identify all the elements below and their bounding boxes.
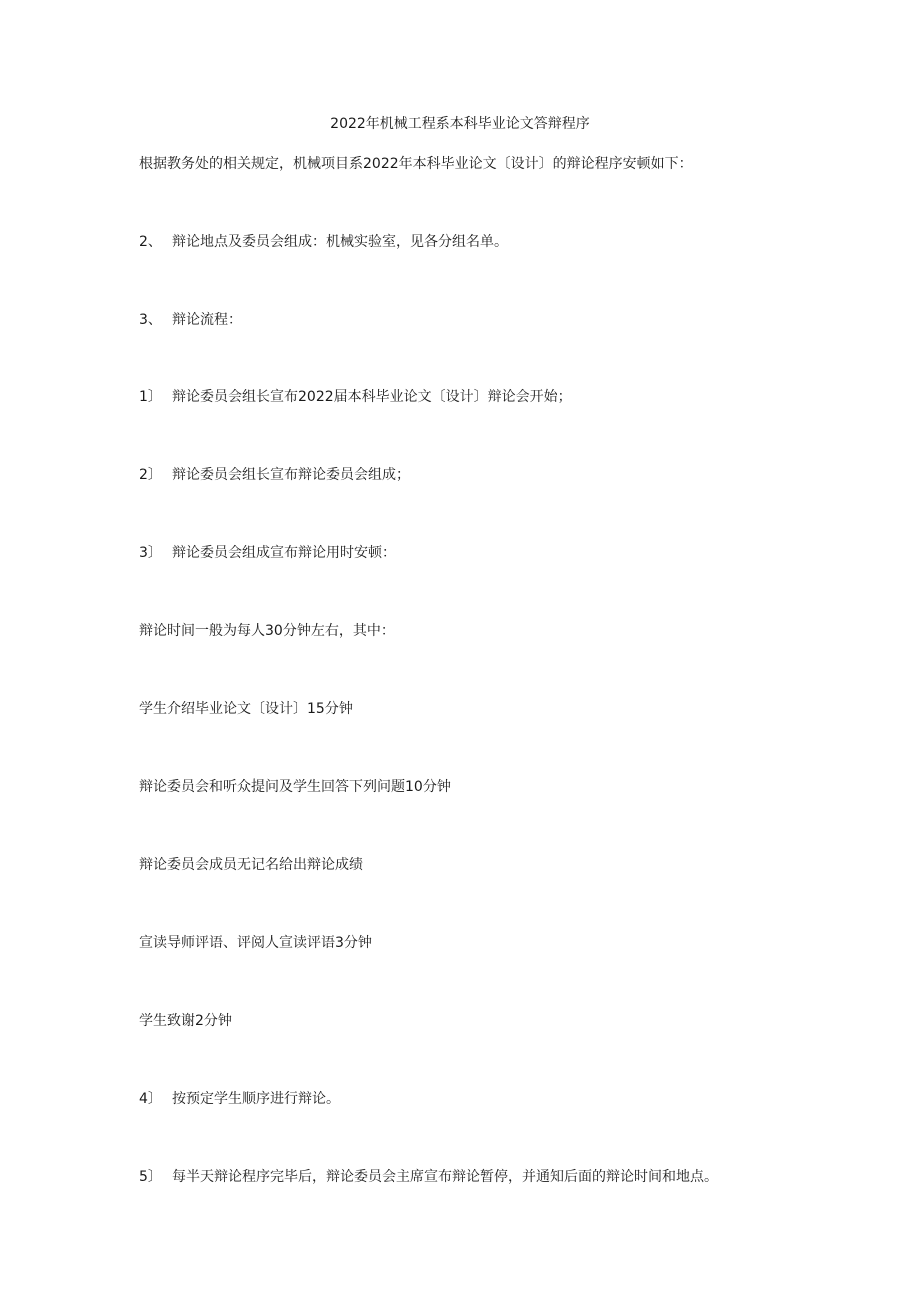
list-item <box>139 232 508 252</box>
schedule-line: 辩论时间一般为每人30分钟左右，其中： <box>139 623 395 639</box>
list-item <box>139 387 572 407</box>
item-text: 辩论委员会组长宣布辩论委员会组成； <box>172 467 410 483</box>
list-item <box>139 465 410 485</box>
item-number: 2、 <box>139 234 162 250</box>
list-item <box>139 543 396 563</box>
item-number: 1〕 <box>139 389 162 405</box>
schedule-line: 辩论委员会成员无记名给出辩论成绩 <box>139 857 363 873</box>
item-text: 辩论委员会组长宣布2022届本科毕业论文〔设计〕辩论会开始； <box>172 389 572 405</box>
schedule-line: 学生介绍毕业论文〔设计〕15分钟 <box>139 701 353 717</box>
item-number: 3、 <box>139 312 162 328</box>
item-text: 辩论委员会组成宣布辩论用时安顿： <box>172 545 396 561</box>
schedule-line: 学生致谢2分钟 <box>139 1013 232 1029</box>
item-number: 2〕 <box>139 467 162 483</box>
document-title: 2022年机械工程系本科毕业论文答辩程序 <box>330 116 590 132</box>
item-text: 每半天辩论程序完毕后，辩论委员会主席宣布辩论暂停，并通知后面的辩论时间和地点。 <box>172 1169 718 1185</box>
item-text: 辩论地点及委员会组成：机械实验室，见各分组名单。 <box>172 234 508 250</box>
list-item <box>139 1089 340 1109</box>
list-item <box>139 310 242 330</box>
schedule-line: 辩论委员会和听众提问及学生回答下列问题10分钟 <box>139 779 451 795</box>
schedule-line: 宣读导师评语、评阅人宣读评语3分钟 <box>139 935 372 951</box>
item-text: 辩论流程： <box>172 312 242 328</box>
item-number: 3〕 <box>139 545 162 561</box>
item-number: 5〕 <box>139 1169 162 1185</box>
item-text: 按预定学生顺序进行辩论。 <box>172 1091 340 1107</box>
list-item <box>139 1167 718 1187</box>
intro-paragraph: 根据教务处的相关规定，机械项目系2022年本科毕业论文〔设计〕的辩论程序安顿如下： <box>139 156 693 172</box>
item-number: 4〕 <box>139 1091 162 1107</box>
